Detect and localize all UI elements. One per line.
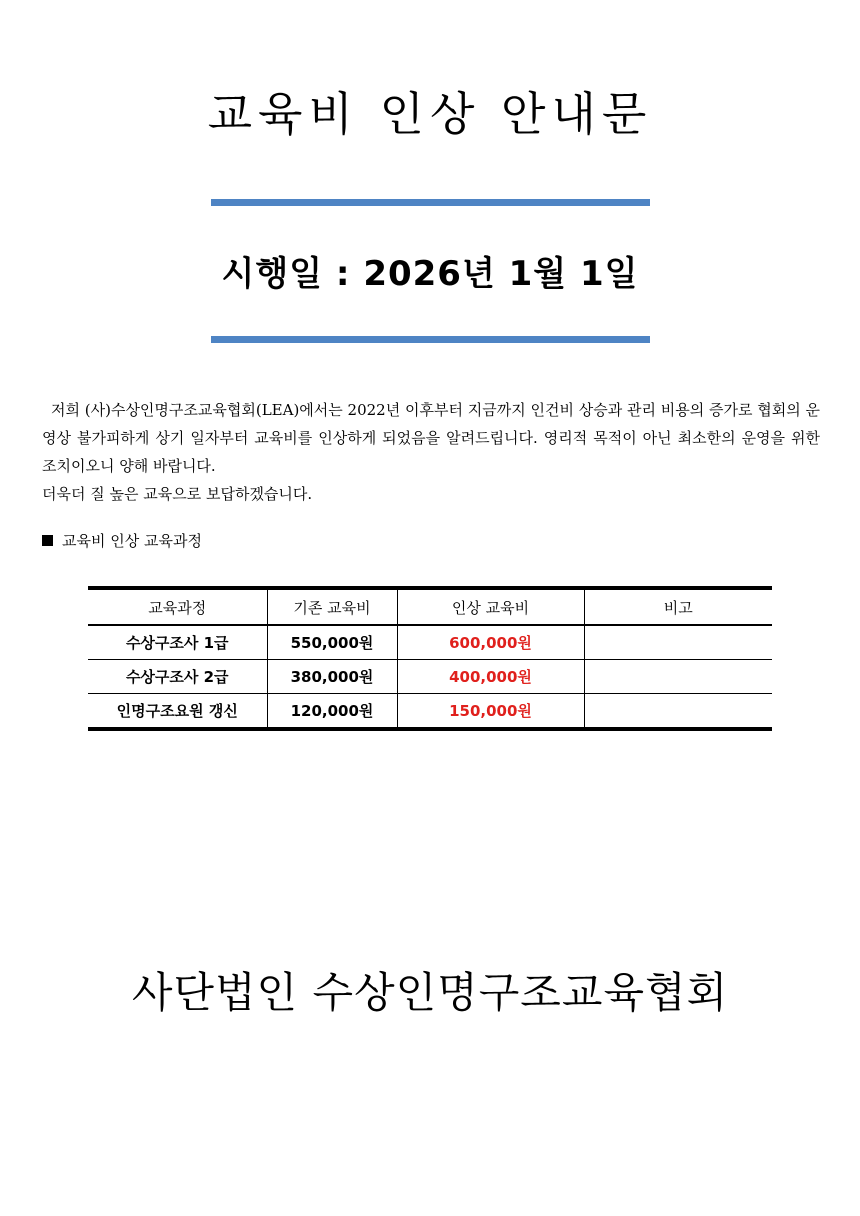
old-fee: 380,000원: [267, 660, 397, 694]
course-name: 수상구조사 1급: [88, 625, 267, 660]
table-row: [88, 694, 772, 730]
table-header-row: [88, 588, 772, 625]
notice-paragraph: 저희 (사)수상인명구조교육협회(LEA)에서는 2022년 이후부터 지금까지 인건비 상승과 관리 비용의 증가로 협회의 운영상 불가피하게 상기 일자부터 교육비를 인상하게 되었음을 알려드립니다. 영리적 목적이 아닌 최소한의 운영을 위한 조치이오니 양해 바랍니다.: [42, 401, 820, 475]
organization-name: 사단법인 수상인명구조교육협회: [131, 968, 729, 1017]
notice-body: [42, 396, 820, 508]
fee-table: [88, 586, 772, 731]
header-remarks: 비고: [584, 588, 772, 625]
header-course: 교육과정: [88, 588, 267, 625]
page-title: 교육비 인상 안내문: [207, 87, 653, 141]
course-name: 수상구조사 2급: [88, 660, 267, 694]
header-old-fee: 기존 교육비: [267, 588, 397, 625]
remarks: [584, 694, 772, 730]
black-square-icon: [42, 535, 53, 546]
divider-bottom: [211, 336, 650, 343]
section-heading-label: 교육비 인상 교육과정: [62, 532, 202, 550]
new-fee: 150,000원: [397, 694, 584, 730]
notice-closing: 더욱더 질 높은 교육으로 보답하겠습니다.: [42, 485, 313, 503]
new-fee: 600,000원: [397, 625, 584, 660]
table-row: [88, 660, 772, 694]
effective-date: 시행일 : 2026년 1월 1일: [221, 254, 639, 294]
old-fee: 120,000원: [267, 694, 397, 730]
course-name: 인명구조요원 갱신: [88, 694, 267, 730]
old-fee: 550,000원: [267, 625, 397, 660]
table-row: [88, 625, 772, 660]
remarks: [584, 625, 772, 660]
header-new-fee: 인상 교육비: [397, 588, 584, 625]
new-fee: 400,000원: [397, 660, 584, 694]
remarks: [584, 660, 772, 694]
section-heading: [42, 530, 202, 552]
divider-top: [211, 199, 650, 206]
